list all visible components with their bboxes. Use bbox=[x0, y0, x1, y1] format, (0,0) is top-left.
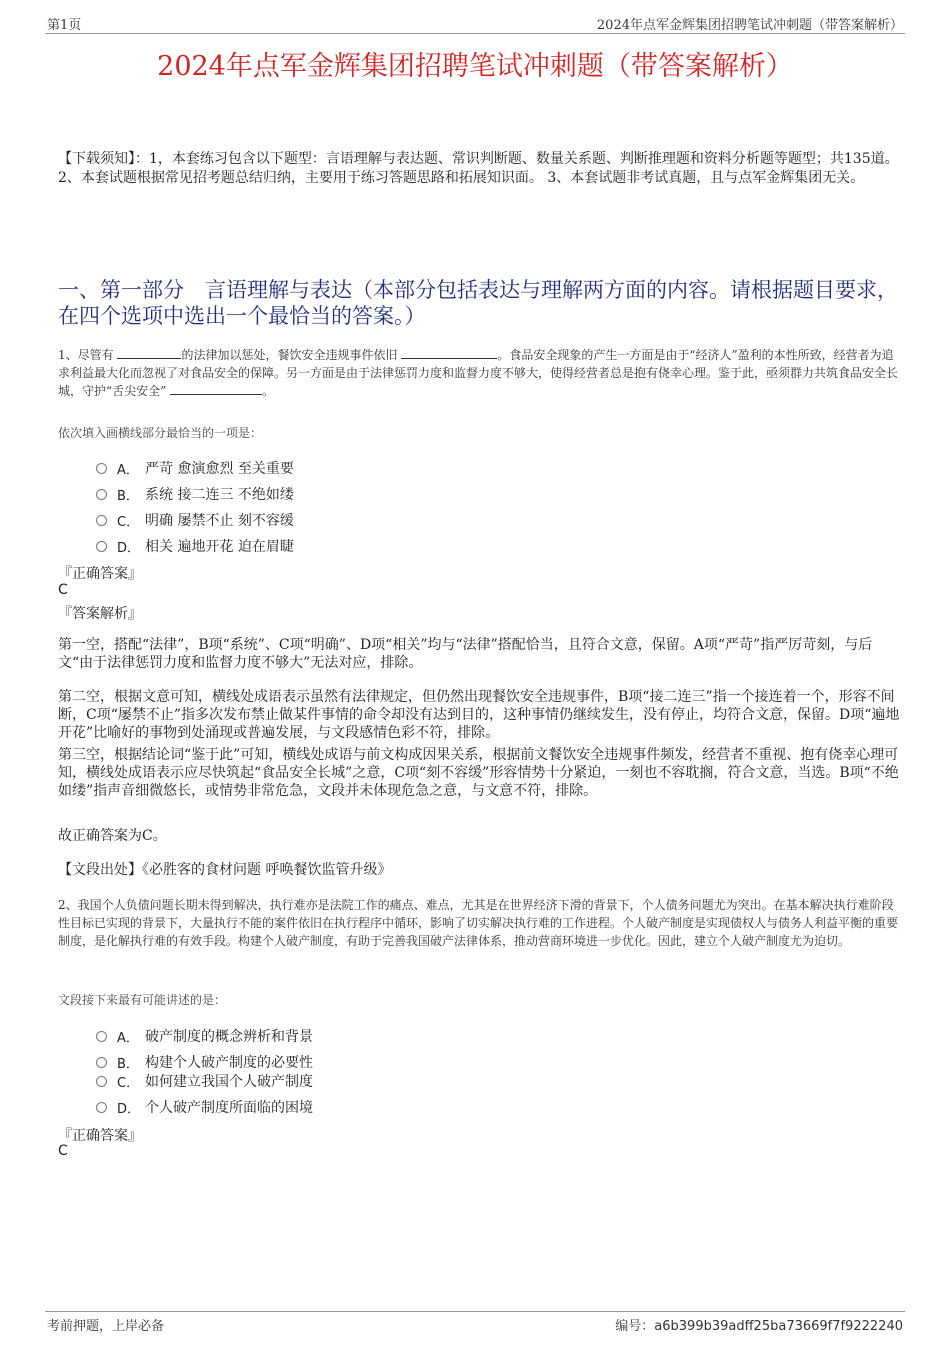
question-2-text: 2、我国个人负债问题长期未得到解决，执行难亦是法院工作的痛点、难点，尤其是在世界经济下滑的背景下，个人债务问题尤为突出。在基本解决执行难阶段性目标已实现的背景下，大量执行不能的案件依旧在执行程序中循环，影响了切实解决执行难的工作进程。个人破产制度是实现债权人与债务人利益平衡的重要制度，是化解执行难的有效手段。构建个人破产制度，有助于完善我国破产法律体系，推动营商环境进一步优化。因此，建立个人破产制度尤为迫切。 bbox=[58, 898, 899, 948]
q2-option-d[interactable]: D． 个人破产制度所面临的困境 bbox=[96, 1097, 313, 1117]
footer-divider bbox=[45, 1311, 905, 1312]
q1-analysis-paragraph-3: 第三空，根据结论词“鉴于此”可知，横线处成语与前文构成因果关系，根据前文餐饮安全违规事件频发，经营者不重视、抱有侥幸心理可知，横线处成语表示应尽快筑起“食品安全长城”之意，C项“刻不容缓”形容情势十分紧迫，一刻也不容耽搁，符合文意，当选。B项“不绝如缕”指声音细微悠长，或情势非常危急，文段并未体现危急之意，与文意不符，排除。 bbox=[58, 747, 899, 799]
radio-icon[interactable] bbox=[96, 489, 107, 500]
radio-icon[interactable] bbox=[96, 463, 107, 474]
radio-icon[interactable] bbox=[96, 1031, 107, 1042]
footer-document-id: 编号：a6b399b39adff25ba73669f7f9222240 bbox=[615, 1319, 903, 1334]
q1-analysis-paragraph-2: 第二空，根据文意可知，横线处成语表示虽然有法律规定，但仍然出现餐饮安全违规事件，B项“接二连三”指一个接连着一个，形容不间断，C项“屡禁不止”指多次发布禁止做某件事情的命令却没有达到目的，这种事情仍继续发生，没有停止，均符合文意，保留。D项“遍地开花”比喻好的事物到处涌现或普遍发展，与文段感情色彩不符，排除。 bbox=[58, 689, 900, 741]
q1-prompt: 依次填入画横线部分最恰当的一项是： bbox=[58, 426, 263, 440]
radio-icon[interactable] bbox=[96, 515, 107, 526]
q1-analysis-conclusion: 故正确答案为C。 bbox=[58, 828, 167, 844]
radio-icon[interactable] bbox=[96, 1057, 107, 1068]
q2-option-a[interactable]: A． 破产制度的概念辨析和背景 bbox=[96, 1026, 313, 1046]
q1-blank-1 bbox=[117, 346, 181, 359]
page-number: 第1页 bbox=[47, 18, 82, 33]
q2-option-b[interactable]: B． 构建个人破产制度的必要性 bbox=[96, 1052, 313, 1072]
q1-part-3: 。食品安全现象的产生一方面是由于“经济人”盈利的本性所致，经营者为追求利益最大化而忽视了对食品安全的保障。另一方面是由于法律惩罚力度和监督力度不够大，使得经营者总是抱有侥幸心理。鉴于此，亟须群力共筑食品安全长城，守护“舌尖安全” bbox=[58, 348, 899, 398]
q1-part-2: 的法律加以惩处，餐饮安全违规事件依旧 bbox=[181, 348, 398, 362]
q1-option-d[interactable]: D． 相关 遍地开花 迫在眉睫 bbox=[96, 536, 294, 556]
document-title: 2024年点军金辉集团招聘笔试冲刺题（带答案解析） bbox=[157, 51, 793, 82]
header-divider bbox=[45, 33, 905, 34]
radio-icon[interactable] bbox=[96, 1102, 107, 1113]
q1-option-c[interactable]: C． 明确 屡禁不止 刻不容缓 bbox=[96, 510, 294, 530]
q1-option-b[interactable]: B． 系统 接二连三 不绝如缕 bbox=[96, 484, 294, 504]
q1-analysis-paragraph-1: 第一空，搭配“法律”，B项“系统”、C项“明确”、D项“相关”均与“法律”搭配恰当，且符合文意，保留。A项“严苛”指严厉苛刻，与后文“由于法律惩罚力度和监督力度不够大”无法对应，排除。 bbox=[58, 637, 873, 671]
q1-source: 【文段出处】《必胜客的食材问题 呼唤餐饮监管升级》 bbox=[58, 862, 392, 878]
q1-blank-3 bbox=[170, 382, 262, 395]
radio-icon[interactable] bbox=[96, 541, 107, 552]
download-notice: 【下载须知】：1，本套练习包含以下题型：言语理解与表达题、常识判断题、数量关系题、判断推理题和资料分析题等题型；共135道。 2、本套试题根据常见招考题总结归纳，主要用于练习答题思路和拓展知识面。 3、本套试题非考试真题，且与点军金辉集团无关。 bbox=[58, 151, 899, 186]
radio-icon[interactable] bbox=[96, 1076, 107, 1087]
q1-analysis-label: 『答案解析』 bbox=[58, 606, 142, 622]
q1-option-a[interactable]: A． 严苛 愈演愈烈 至关重要 bbox=[96, 458, 294, 478]
q2-answer-label: 『正确答案』 bbox=[58, 1128, 142, 1144]
q2-prompt: 文段接下来最有可能讲述的是： bbox=[58, 993, 227, 1007]
q1-blank-2 bbox=[401, 346, 497, 359]
q1-part-4: 。 bbox=[262, 384, 275, 398]
section-heading: 一、第一部分 言语理解与表达（本部分包括表达与理解两方面的内容。请根据题目要求，在四个选项中选出一个最恰当的答案。） bbox=[58, 278, 898, 328]
header-doc-title: 2024年点军金辉集团招聘笔试冲刺题（带答案解析） bbox=[596, 18, 903, 33]
footer-slogan: 考前押题，上岸必备 bbox=[47, 1319, 165, 1334]
q1-answer-label: 『正确答案』 bbox=[58, 566, 142, 582]
q1-part-1: 1、尽管有 bbox=[58, 348, 114, 362]
q1-answer: C bbox=[58, 582, 68, 598]
q2-answer: C bbox=[58, 1143, 68, 1159]
question-1-text bbox=[58, 346, 900, 400]
q2-option-c[interactable]: C． 如何建立我国个人破产制度 bbox=[96, 1071, 313, 1091]
